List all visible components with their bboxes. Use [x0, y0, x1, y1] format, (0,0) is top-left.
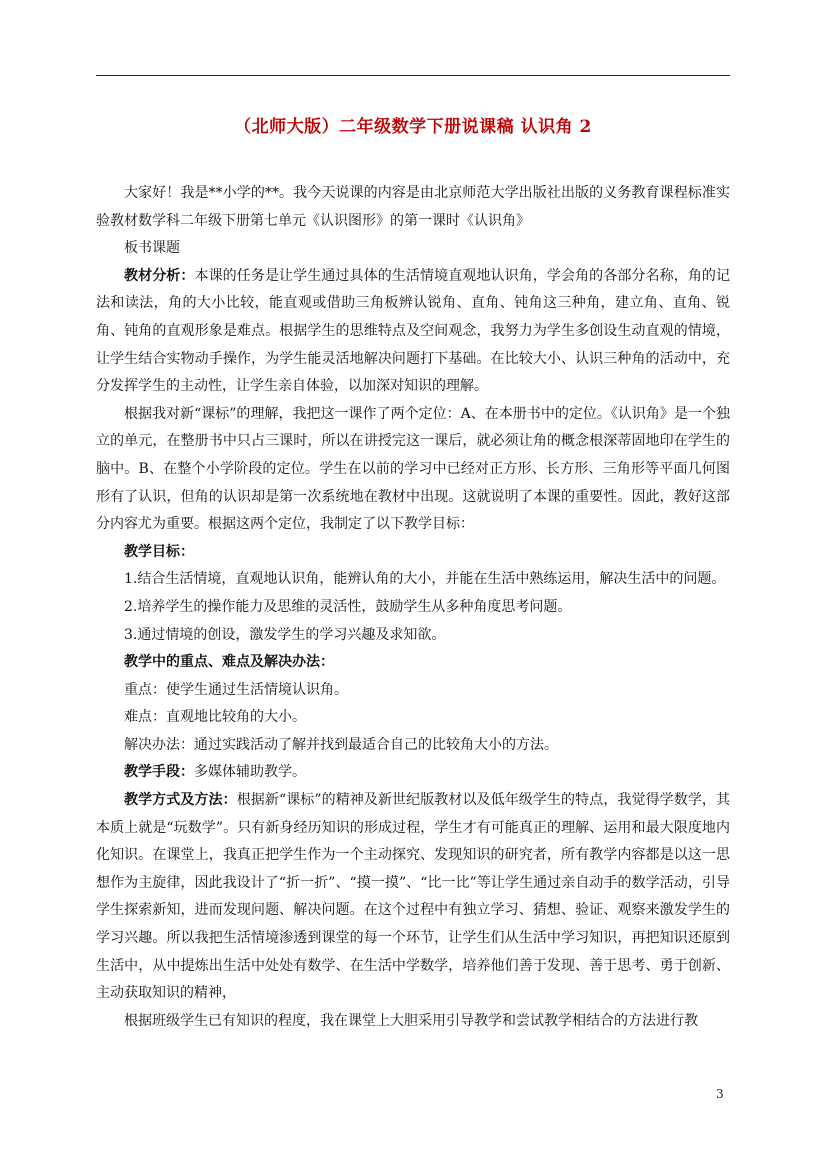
paragraph-text: 多媒体辅助教学。 [194, 764, 306, 781]
paragraph-text: 3.通过情境的创设，激发学生的学习兴趣及求知欲。 [124, 626, 446, 643]
paragraph [96, 235, 730, 263]
paragraph-text: 重点：使学生通过生活情境认识角。 [124, 681, 348, 698]
paragraph [96, 787, 730, 1008]
header-rule [96, 75, 730, 76]
paragraph-text: 根据新“课标”的精神及新世纪版教材以及低年级学生的特点，我觉得学数学，其本质上就是“玩数学”。只有新身经历知识的形成过程，学生才有可能真正的理解、运用和最大限度地内化知识。在课堂上，我真正把学生作为一个主动探究、发现知识的研究者，所有教学内容都是以这一思想作为主旋律，因此我设计了“折一折”、“摸一摸”、“比一比”等让学生通过亲自动手的数学活动，引导学生探索新知，进而发现问题、解决问题。在这个过程中有独立学习、猜想、验证、观察来激发学生的学习兴趣。所以我把生活情境渗透到课堂的每一个环节，让学生们从生活中学习知识，再把知识还原到生活中，从中提炼出生活中处处有数学、在生活中学数学，培养他们善于发现、善于思考、勇于创新、主动获取知识的精神， [96, 792, 731, 1002]
paragraph-text: 1.结合生活情境，直观地认识角，能辨认角的大小，并能在生活中熟练运用，解决生活中的问题。 [124, 571, 726, 588]
paragraph-heading: 教学方式及方法： [124, 792, 237, 809]
paragraph-text: 难点：直观地比较角的大小。 [124, 709, 306, 726]
paragraph [96, 566, 730, 594]
paragraph [96, 1008, 730, 1036]
paragraph-text: 2.培养学生的操作能力及思维的灵活性，鼓励学生从多种角度思考问题。 [124, 598, 572, 615]
paragraph [96, 649, 730, 677]
paragraph [96, 401, 730, 539]
paragraph-heading: 教学目标： [124, 543, 194, 560]
paragraph [96, 180, 730, 235]
paragraph-text: 本课的任务是让学生通过具体的生活情境直观地认识角，学会角的各部分名称，角的记法和读法，角的大小比较，能直观或借助三角板辨认锐角、直角、钝角这三种角，建立角、直角、锐角、钝角的直观形象是难点。根据学生的思维特点及空间观念，我努力为学生多创设生动直观的情境，让学生结合实物动手操作，为学生能灵活地解决问题打下基础。在比较大小、认识三种角的活动中，充分发挥学生的主动性，让学生亲自体验，以加深对知识的理解。 [96, 267, 731, 395]
page-number: 3 [716, 1087, 724, 1101]
paragraph [96, 704, 730, 732]
paragraph-text: 根据班级学生已有知识的程度，我在课堂上大胆采用引导教学和尝试教学相结合的方法进行教 [124, 1012, 698, 1029]
paragraph [96, 732, 730, 760]
paragraph [96, 759, 730, 787]
paragraph-heading: 教学手段： [124, 764, 194, 781]
paragraph-text: 根据我对新“课标”的理解，我把这一课作了两个定位：A、在本册书中的定位。《认识角》是一个独立的单元，在整册书中只占三课时，所以在讲授完这一课后，就必须让角的概念根深蒂固地印在学生的脑中。B、在整个小学阶段的定位。学生在以前的学习中已经对正方形、长方形、三角形等平面几何图形有了认识，但角的认识却是第一次系统地在教材中出现。这就说明了本课的重要性。因此，教好这部分内容尤为重要。根据这两个定位，我制定了以下教学目标： [96, 405, 730, 533]
paragraph-text: 板书课题 [124, 240, 180, 257]
paragraph [96, 622, 730, 650]
paragraph [96, 539, 730, 567]
paragraph [96, 677, 730, 705]
paragraph [96, 594, 730, 622]
paragraph-heading: 教学中的重点、难点及解决办法： [124, 654, 334, 671]
paragraph-heading: 教材分析： [124, 267, 195, 284]
paragraph-text: 解决办法：通过实践活动了解并找到最适合自己的比较角大小的方法。 [124, 736, 558, 753]
paragraph [96, 263, 730, 401]
document-body [96, 180, 730, 1035]
document-title: （北师大版）二年级数学下册说课稿 认识角 2 [234, 117, 592, 137]
paragraph-text: 大家好！我是**小学的**。我今天说课的内容是由北京师范大学出版社出版的义务教育课程标准实验教材数学科二年级下册第七单元《认识图形》的第一课时《认识角》 [96, 185, 730, 229]
